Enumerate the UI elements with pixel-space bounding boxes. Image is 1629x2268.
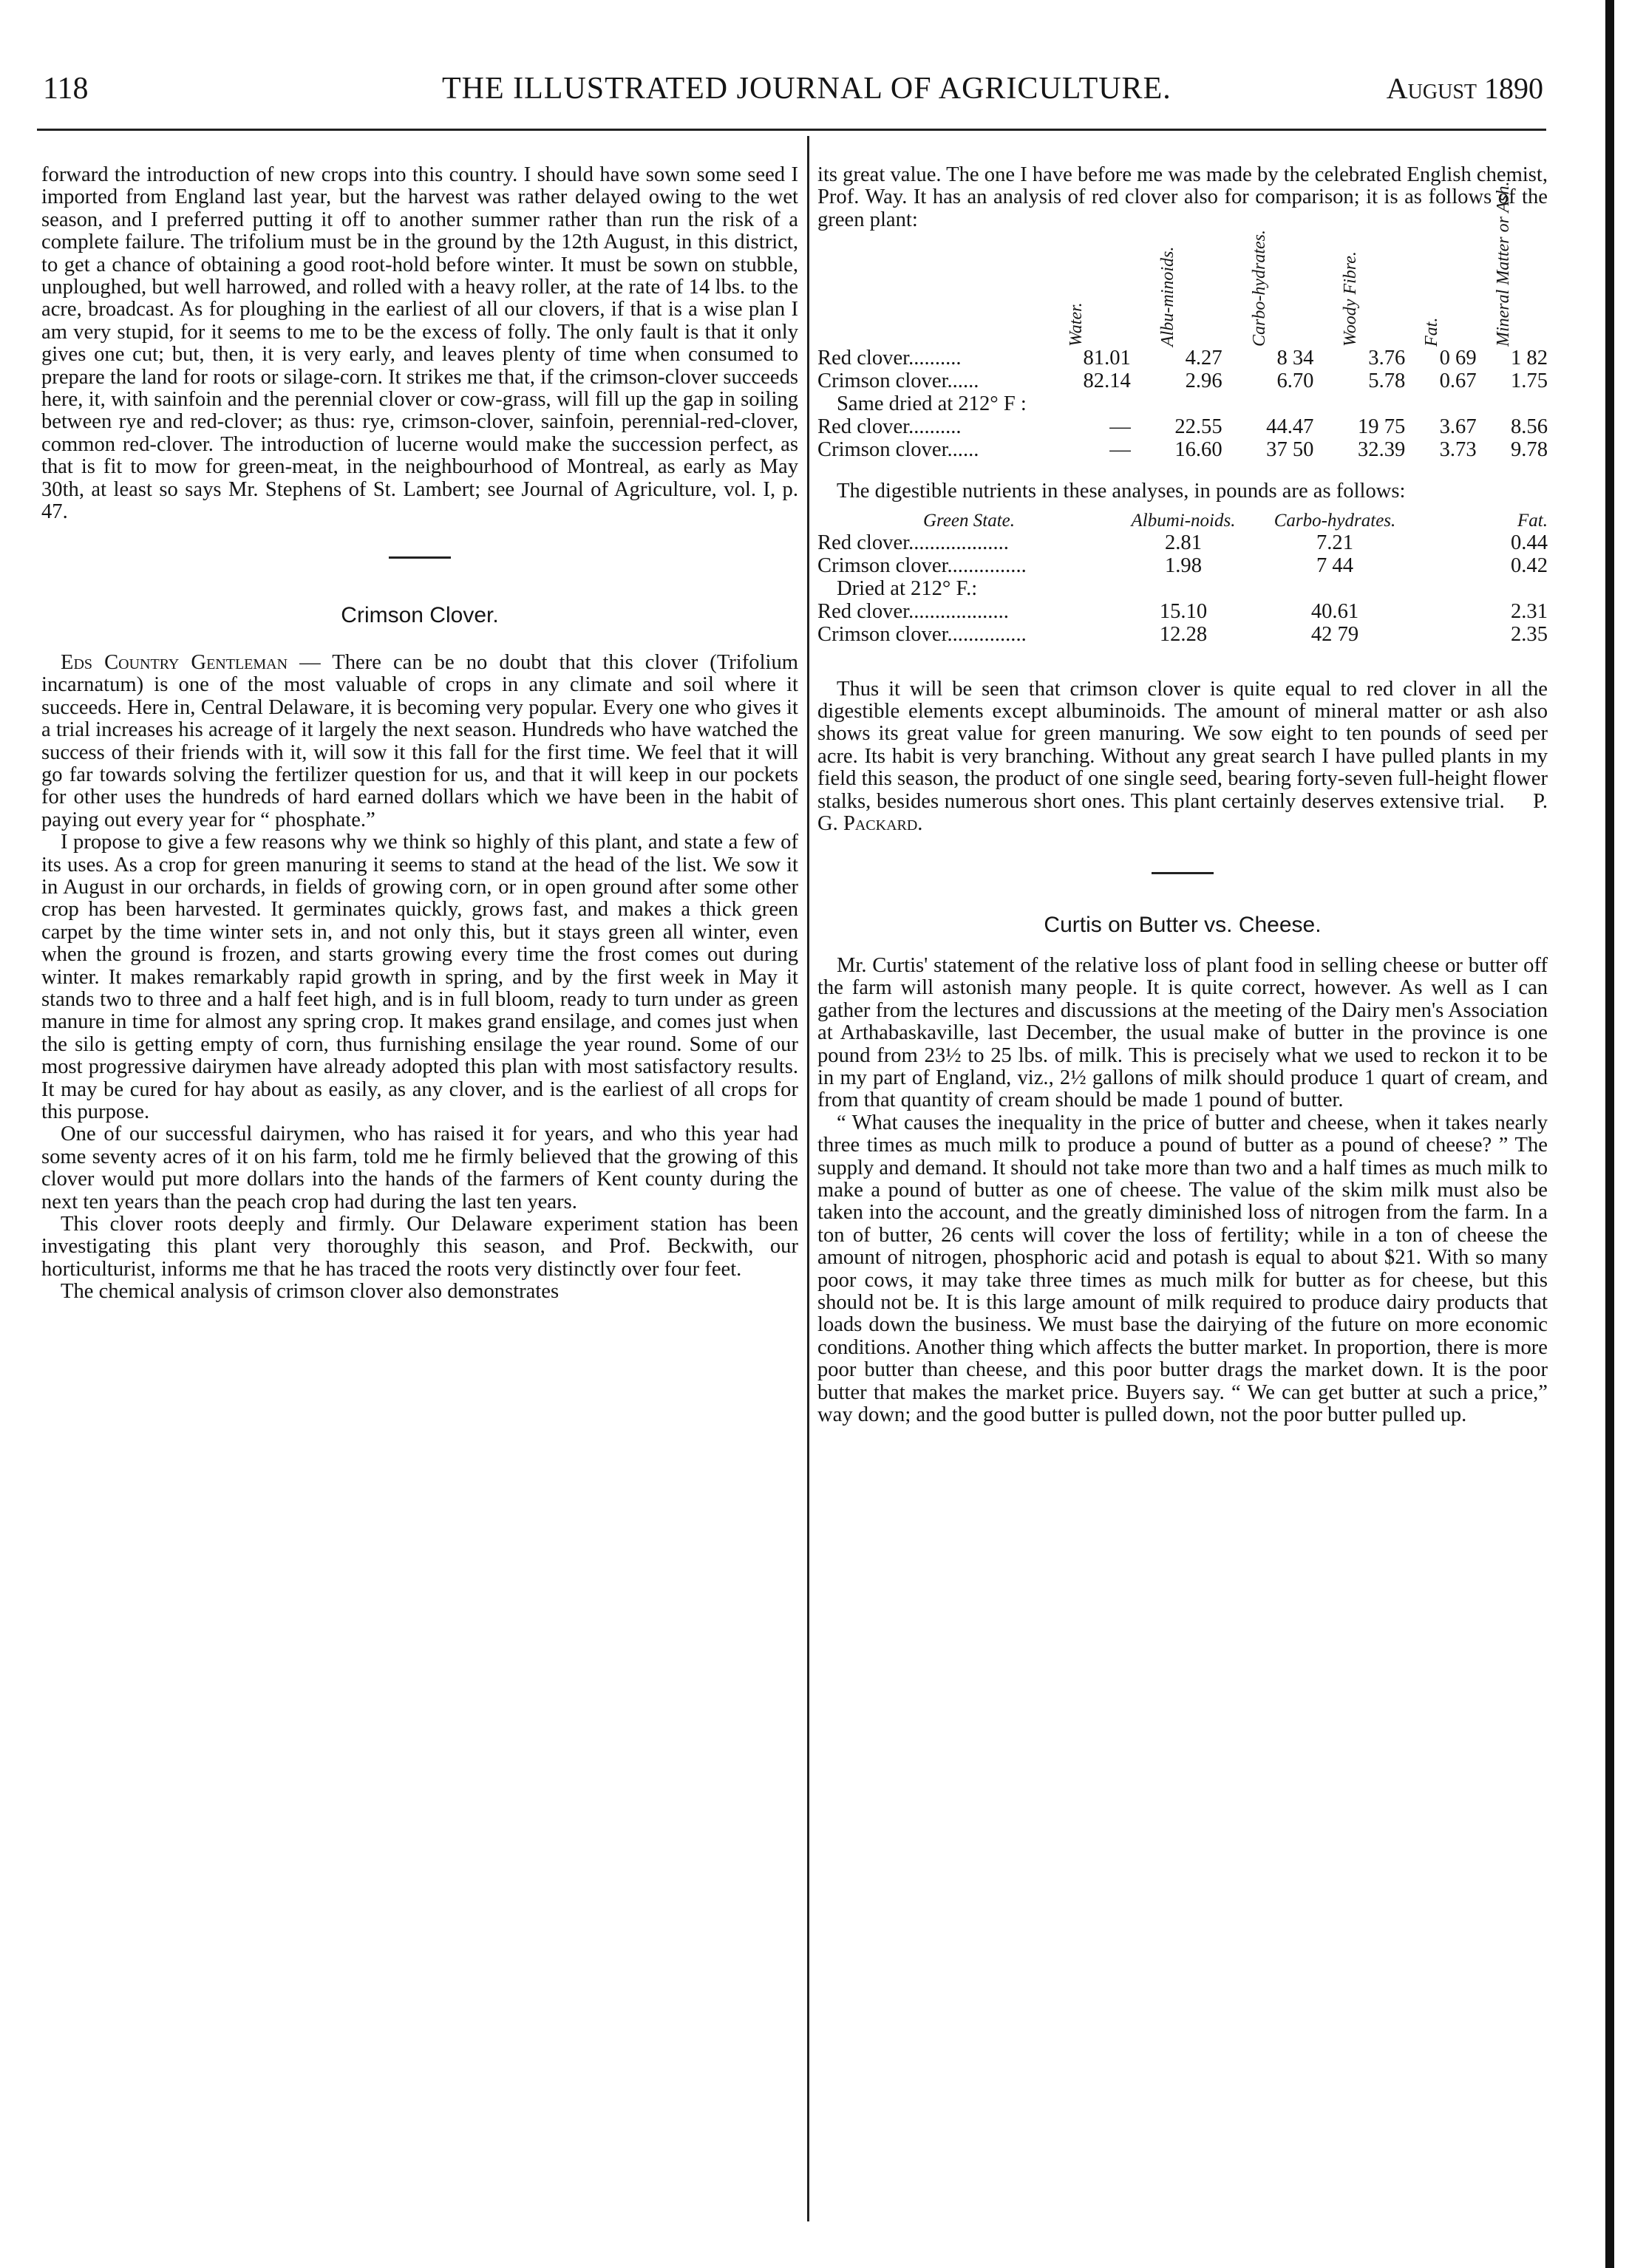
page-edge-bar [1605,0,1614,2268]
paragraph: its great value. The one I have before me was made by the celebrated English chemist, Prof. Way. It has an analysis of red clover also for comparison; it is as follows of the green plant: [817,163,1548,231]
paragraph [41,652,798,831]
paragraph: “ What causes the inequality in the price of butter and cheese, when it takes nearly three times as much milk to produce a pound of butter as a pound of cheese? ” The supply and demand. It should not take more than two and a half times as much milk to make a pound of butter as one of cheese. The value of the skim milk must also be taken into the account, and the greatly diminished loss of nitrogen from the farm. In a ton of butter, 26 cents will cover the loss of fertility; while in a ton of cheese the amount of nitrogen, phosphoric acid and potash is equal to about $21. With so many poor cows, it may take three times as much milk for butter as for cheese, but this should not be. It is this large amount of milk required to produce dairy products that loads down the business. We must base the dairying of the future on more economic conditions. Another thing which affects the butter market. In proportion, there is more poor butter than cheese, and this poor butter drags the market down. It is the poor butter that makes the market price. Buyers say. “ We can get butter at such a price,” way down; and the good butter is pulled down, not the poor butter pulled up. [817,1111,1548,1426]
table-row: Crimson clover............... 12.28 42 79 2.35 [817,622,1548,646]
table-row: Crimson clover...... 82.14 2.96 6.70 5.78 0.67 1.75 [817,370,1548,393]
table-row: Crimson clover...... — 16.60 37 50 32.39 3.73 9.78 [817,438,1548,462]
paragraph: Mr. Curtis' statement of the relative loss of plant food in selling cheese or butter off the farm will astonish many people. It is quite correct, however. As well as I can gather from the lectures and discussions at the meeting of the Dairy men's Association at Arthabaskaville, last December, the usual make of butter in the province is one pound from 23½ to 25 lbs. of milk. This is precisely what we used to reckon it to be in my part of England, viz., 2½ gallons of milk should produce 1 quart of cream, and from that quantity of cream should be made 1 pound of butter. [817,953,1548,1112]
nutrients-table [817,511,1548,646]
column-divider [807,136,809,2221]
header-rule [37,129,1546,131]
column-header: Green State. [922,510,1016,531]
paragraph [817,678,1548,836]
column-header: Woody Fibre. [1341,251,1361,347]
column-header: Fat. [1422,317,1442,347]
page-number: 118 [43,72,89,106]
article-heading: Curtis on Butter vs. Cheese. [1044,913,1322,938]
table-row: Crimson clover............... 1.98 7 44 0.42 [817,554,1548,577]
paragraph: This clover roots deeply and firmly. Our Delaware experiment station has been investigating this plant very thoroughly this season, and Prof. Beckwith, our horticulturist, informs me that he has traced the roots very distinctly over four feet. [41,1213,798,1281]
signature: P. G. Packard. [817,789,1548,836]
column-header: Carbo-hydrates. [1273,510,1396,531]
article-heading: Crimson Clover. [341,602,499,627]
table-row: Red clover................... 2.81 7.21 0.44 [817,531,1548,554]
paragraph: One of our successful dairymen, who has raised it for years, and who this year had some seventy acres of it on his farm, told me he firmly believed that the growing of this clover would put more dollars into the hands of the farmers of Kent county during the next ten years than the peach crop had during the last ten years. [41,1123,798,1213]
column-header: Albumi-noids. [1131,510,1236,531]
paragraph: forward the introduction of new crops into this country. I should have sown some seed I imported from England last year, but the harvest was rather delayed owing to the wet season, and I preferred putting it off to another summer rather than run the risk of a complete failure. The trifolium must be in the ground by the 12th August, in this district, to get a chance of obtaining a good root-hold before winter. It must be sown on stubble, unploughed, but well harrowed, and rolled with a heavy roller, at the rate of 14 lbs. to the acre, broadcast. As for ploughing in the earliest of all our clovers, if that is a wise plan I am very stupid, for it seems to me to be the excess of folly. The only fault is that it only gives one cut; but, then, it is very early, and leaves plenty of time when consumed to prepare the land for roots or silage-corn. It strikes me that, if the crimson-clover succeeds here, it, with sainfoin and the perennial clover or cow-grass, will fill up the gap in soiling between rye and red-clover; as thus: rye, crimson-clover, sainfoin, perennial-red-clover, common red-clover. The introduction of lucerne would make the succession perfect, as that is fit to mow for green-meat, in the neighbourhood of Montreal, as early as May 30th, at least so says Mr. Stephens of St. Lambert; see Journal of Agriculture, vol. I, p. 47. [41,163,798,524]
journal-title: THE ILLUSTRATED JOURNAL OF AGRICULTURE. [442,72,1171,106]
table-subhead: Same dried at 212° F : [837,392,1027,416]
column-header: Fat. [1517,510,1548,531]
left-column [41,164,798,1304]
column-header: Mineral Matter or Ash. [1493,181,1513,347]
column-header: Carbo-hydrates. [1249,230,1269,347]
right-column [817,164,1548,1426]
table-subhead: Dried at 212° F.: [837,576,978,600]
paragraph: The digestible nutrients in these analyses, in pounds are as follows: [837,480,1406,503]
paragraph-text: Thus it will be seen that crimson clover is quite equal to red clover in all the digestible elements except albuminoids. The amount of mineral matter or ash also shows its great value for green manuring. We sow eight to ten pounds of seed per acre. Its habit is very branching. Without any great search I have pulled plants in my field this season, the product of one single seed, bearing forty-seven full-height flower stalks, besides numerous short ones. This plant certainly deserves extensive trial. [817,677,1548,813]
table-row: Red clover.......... — 22.55 44.47 19 75 3.67 8.56 [817,415,1548,439]
column-header: Water. [1066,302,1086,347]
paragraph: The chemical analysis of crimson clover also demonstrates [61,1280,560,1304]
salutation: Eds Country Gentleman [61,650,288,674]
table-header-row [817,511,1548,531]
column-header: Albu-minoids. [1157,246,1177,347]
table-row: Red clover.......... 81.01 4.27 8 34 3.76 0 69 1 82 [817,347,1548,370]
table-header-row [817,236,1548,347]
table-row: Red clover................... 15.10 40.61 2.31 [817,599,1548,623]
running-header [43,71,1543,115]
paragraph-text: — There can be no doubt that this clover (Trifolium incarnatum) is one of the most valuable of crops in any climate and soil where it succeeds. Here in, Central Delaware, it is becoming very popular. Every one who gives it a trial increases his acreage of it largely the next season. Hundreds who have watched the success of their friends with it, will sow it this fall for the first time. We feel that it will go far towards solving the fertilizer question for us, and that it will keep in our pockets for other uses the hundreds of hard earned dollars which we have been in the habit of paying out every year for “ phosphate.” [41,650,798,831]
issue-date: August 1890 [1386,72,1543,105]
paragraph: I propose to give a few reasons why we think so highly of this plant, and state a few of its uses. As a crop for green manuring it seems to stand at the head of the list. We sow it in August in our orchards, in fields of growing corn, or in open ground after some other crop has been harvested. It germinates quickly, grows fast, and makes a thick green carpet by the time winter sets in, and not only this, but it stays green all winter, even when the ground is frozen, and starts growing every time the frost comes out during winter. It makes remarkably rapid growth in spring, and by the first week in May it stands two to three and a half feet high, and is in full bloom, ready to turn under as green manure in time for almost any spring crop. It makes grand ensilage, and comes just when the silo is getting empty of corn, thus furnishing ensilage the year round. Some of our most progressive dairymen have already adopted this plan with most satisfactory results. It may be cured for hay about as easily, as any clover, and is the earliest of all crops for this purpose. [41,831,798,1124]
